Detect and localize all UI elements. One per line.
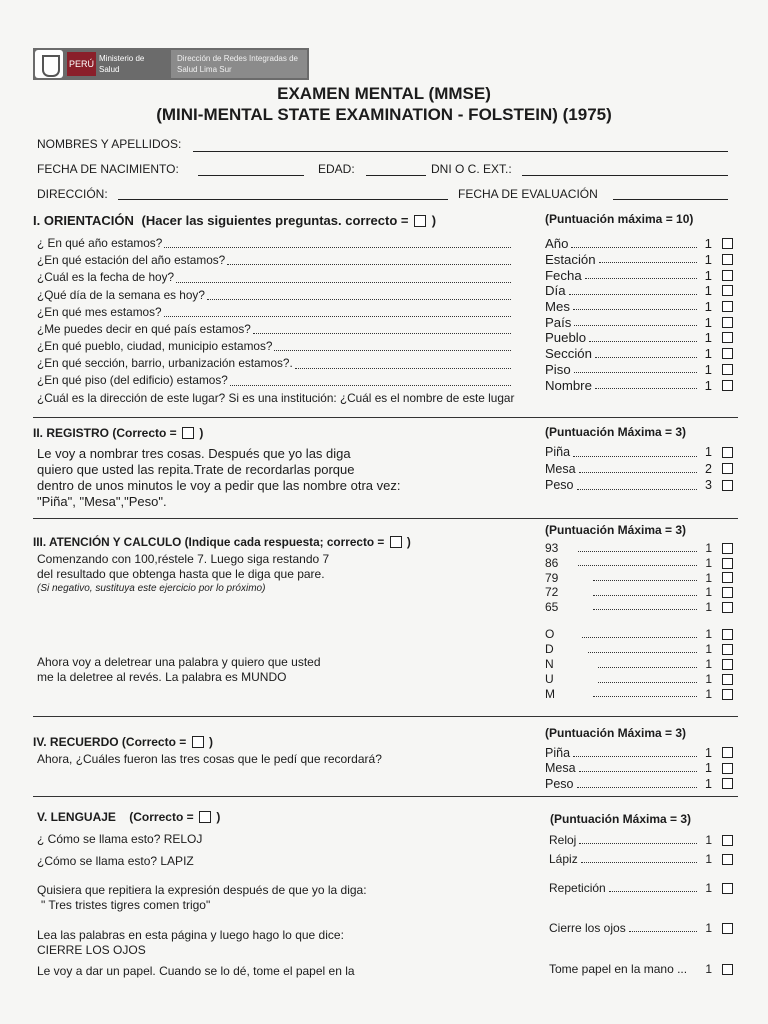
question-row bbox=[37, 287, 513, 304]
score-label: Peso bbox=[545, 776, 574, 791]
score-checkbox[interactable] bbox=[722, 543, 733, 554]
lenguaje-correct: (Correcto = bbox=[129, 810, 194, 824]
score-checkbox[interactable] bbox=[722, 285, 733, 296]
dni-label: DNI O C. EXT.: bbox=[431, 162, 512, 176]
score-checkbox[interactable] bbox=[722, 854, 733, 865]
section-registro-title bbox=[33, 426, 203, 440]
score-label: Sección bbox=[545, 346, 592, 362]
score-checkbox[interactable] bbox=[722, 644, 733, 655]
score-label: 65 bbox=[545, 600, 559, 615]
score-checkbox[interactable] bbox=[722, 558, 733, 569]
fecha-evaluacion-label: FECHA DE EVALUACIÓN bbox=[458, 187, 598, 201]
score-points: 1 bbox=[704, 267, 712, 283]
score-checkbox[interactable] bbox=[722, 747, 733, 758]
question-row bbox=[37, 355, 513, 372]
score-points: 1 bbox=[704, 377, 712, 393]
section-lenguaje-title bbox=[37, 810, 220, 824]
recuerdo-max: (Puntuación Máxima = 3) bbox=[545, 726, 687, 740]
score-points: 1 bbox=[705, 642, 712, 657]
dni-field[interactable] bbox=[522, 175, 728, 176]
recuerdo-score-list bbox=[545, 745, 733, 792]
edad-field[interactable] bbox=[366, 175, 426, 176]
orientacion-instruction: (Hacer las siguientes preguntas. correcto = bbox=[141, 213, 409, 228]
score-points: 1 bbox=[704, 361, 712, 377]
score-points: 3 bbox=[705, 478, 712, 493]
score-label: D bbox=[545, 642, 554, 657]
score-points: 1 bbox=[705, 556, 712, 571]
score-label: M bbox=[545, 687, 555, 701]
question-text: ¿Qué día de la semana es hoy? bbox=[37, 287, 205, 302]
score-label: 86 bbox=[545, 556, 559, 571]
score-points: 1 bbox=[704, 299, 712, 315]
score-label: Peso bbox=[545, 478, 574, 493]
section-recuerdo-title bbox=[33, 735, 213, 749]
score-row bbox=[545, 600, 733, 615]
score-label: Fecha bbox=[545, 267, 582, 283]
score-checkbox[interactable] bbox=[722, 270, 733, 281]
orientacion-max: (Puntuación máxima = 10) bbox=[545, 212, 694, 226]
score-checkbox[interactable] bbox=[722, 763, 733, 774]
score-row bbox=[545, 444, 733, 461]
lenguaje-q-repeticion-phrase: " Tres tristes tigres comen trigo" bbox=[41, 898, 211, 912]
lenguaje-score-repeticion bbox=[549, 880, 733, 896]
score-row bbox=[545, 362, 733, 378]
score-label: Mes bbox=[545, 299, 570, 315]
question-row bbox=[37, 321, 513, 338]
score-points: 1 bbox=[705, 745, 712, 760]
section-atencion-title bbox=[33, 535, 411, 549]
atencion-spell-instructions bbox=[37, 655, 507, 685]
registro-heading: II. REGISTRO (Correcto = bbox=[33, 426, 177, 440]
fecha-evaluacion-field[interactable] bbox=[613, 199, 728, 200]
score-points: 2 bbox=[705, 461, 712, 476]
score-checkbox[interactable] bbox=[722, 463, 733, 474]
question-row bbox=[37, 338, 513, 355]
score-row bbox=[545, 477, 733, 494]
score-row bbox=[545, 461, 733, 478]
score-checkbox[interactable] bbox=[722, 964, 733, 975]
score-row bbox=[549, 920, 733, 936]
orientacion-questions bbox=[37, 235, 513, 407]
registro-max: (Puntuación Máxima = 3) bbox=[545, 425, 687, 439]
recuerdo-heading: IV. RECUERDO (Correcto = bbox=[33, 735, 187, 749]
lenguaje-q-lea-phrase: CIERRE LOS OJOS bbox=[37, 943, 146, 957]
fecha-nacimiento-field[interactable] bbox=[198, 175, 304, 176]
question-text: ¿En qué piso (del edificio) estamos? bbox=[37, 373, 228, 388]
score-points: 1 bbox=[705, 776, 712, 791]
orientacion-close: ) bbox=[431, 213, 437, 228]
correct-legend-checkbox-icon bbox=[182, 427, 194, 439]
score-checkbox[interactable] bbox=[722, 348, 733, 359]
score-checkbox[interactable] bbox=[722, 659, 733, 670]
question-row bbox=[37, 269, 513, 286]
atencion-number-list bbox=[545, 541, 733, 614]
score-points: 1 bbox=[704, 236, 712, 252]
score-checkbox[interactable] bbox=[722, 629, 733, 640]
score-points: 1 bbox=[705, 445, 712, 460]
score-row bbox=[545, 541, 733, 556]
score-label: Nombre bbox=[545, 377, 592, 393]
instruction-note: (Si negativo, sustituya este ejercicio por lo próximo) bbox=[37, 583, 266, 594]
edad-label: EDAD: bbox=[318, 162, 355, 176]
score-label: Día bbox=[545, 283, 566, 299]
direccion-field[interactable] bbox=[118, 199, 448, 200]
question-row bbox=[37, 235, 513, 252]
correct-legend-checkbox-icon bbox=[192, 736, 204, 748]
section-divider bbox=[33, 796, 738, 797]
score-label: Cierre los ojos bbox=[549, 921, 626, 935]
score-checkbox[interactable] bbox=[722, 778, 733, 789]
score-points: 1 bbox=[705, 541, 712, 556]
score-row bbox=[549, 851, 733, 867]
atencion-letter-list bbox=[545, 627, 733, 701]
score-label: U bbox=[545, 672, 554, 687]
lenguaje-q-lapiz: ¿Cómo se llama esto? LAPIZ bbox=[37, 854, 194, 868]
score-label: Repetición bbox=[549, 881, 606, 895]
question-row-last bbox=[37, 390, 513, 407]
score-label: Pueblo bbox=[545, 330, 587, 346]
lenguaje-score-reloj bbox=[549, 832, 733, 848]
instruction-line: Comenzando con 100,réstele 7. Luego siga restando 7 bbox=[37, 552, 330, 566]
score-points: 1 bbox=[704, 346, 712, 362]
score-label: Año bbox=[545, 236, 569, 252]
score-row bbox=[545, 267, 733, 283]
score-row bbox=[545, 330, 733, 346]
question-row bbox=[37, 373, 513, 390]
atencion-heading: III. ATENCIÓN Y CALCULO (Indique cada respuesta; correcto = bbox=[33, 535, 385, 549]
score-row bbox=[545, 687, 733, 702]
score-row bbox=[545, 761, 733, 777]
score-row bbox=[549, 832, 733, 848]
registro-instructions bbox=[37, 446, 497, 510]
lenguaje-score-papel bbox=[549, 961, 733, 977]
score-row bbox=[545, 657, 733, 672]
score-label: Reloj bbox=[549, 833, 577, 847]
score-label: Piña bbox=[545, 445, 571, 460]
score-checkbox[interactable] bbox=[722, 572, 733, 583]
orientacion-heading: I. ORIENTACIÓN bbox=[33, 213, 134, 228]
score-points: 1 bbox=[705, 833, 712, 847]
question-text: ¿En qué pueblo, ciudad, municipio estamos? bbox=[37, 339, 273, 354]
header-logo bbox=[33, 48, 309, 80]
instruction-line: Le voy a nombrar tres cosas. Después que yo las diga bbox=[37, 446, 351, 461]
recuerdo-question: Ahora, ¿Cuáles fueron las tres cosas que le pedí que recordará? bbox=[37, 752, 382, 766]
nombres-field[interactable] bbox=[193, 151, 728, 152]
score-row bbox=[545, 585, 733, 600]
score-points: 1 bbox=[705, 657, 712, 672]
score-row bbox=[545, 252, 733, 268]
question-text: ¿En qué estación del año estamos? bbox=[37, 253, 226, 268]
score-label: Estación bbox=[545, 252, 596, 268]
logo-directorate: Dirección de Redes Integradas de Salud Lima Sur bbox=[171, 50, 307, 78]
lenguaje-q-lea: Lea las palabras en esta página y luego hago lo que dice: bbox=[37, 928, 344, 942]
score-points: 1 bbox=[704, 330, 712, 346]
score-checkbox[interactable] bbox=[722, 689, 733, 700]
score-points: 1 bbox=[705, 881, 712, 895]
score-checkbox[interactable] bbox=[722, 447, 733, 458]
score-label: Mesa bbox=[545, 461, 576, 476]
question-row bbox=[37, 304, 513, 321]
question-text: ¿ En qué año estamos? bbox=[37, 235, 163, 250]
score-label: O bbox=[545, 627, 555, 642]
score-row bbox=[545, 346, 733, 362]
score-checkbox[interactable] bbox=[722, 883, 733, 894]
lenguaje-q-papel: Le voy a dar un papel. Cuando se lo dé, tome el papel en la bbox=[37, 964, 355, 978]
logo-ministry: Ministerio de Salud bbox=[99, 54, 145, 74]
score-label: País bbox=[545, 314, 572, 330]
section-divider bbox=[33, 417, 738, 418]
lenguaje-score-cierre bbox=[549, 920, 733, 936]
score-row bbox=[545, 745, 733, 761]
score-checkbox[interactable] bbox=[722, 238, 733, 249]
score-label: Lápiz bbox=[549, 852, 578, 866]
score-checkbox[interactable] bbox=[722, 317, 733, 328]
score-points: 1 bbox=[705, 672, 712, 687]
correct-legend-checkbox-icon bbox=[390, 536, 402, 548]
score-row bbox=[549, 961, 733, 977]
fecha-nacimiento-label: FECHA DE NACIMIENTO: bbox=[37, 162, 179, 176]
score-label: N bbox=[545, 657, 554, 672]
lenguaje-max: (Puntuación Máxima = 3) bbox=[550, 812, 692, 826]
page-title: EXAMEN MENTAL (MMSE) bbox=[277, 84, 491, 103]
score-points: 1 bbox=[705, 852, 712, 866]
score-label: Piso bbox=[545, 361, 571, 377]
score-label: 93 bbox=[545, 541, 559, 556]
score-row bbox=[549, 880, 733, 896]
section-divider bbox=[33, 716, 738, 717]
logo-country: PERÚ bbox=[67, 52, 96, 76]
registro-score-list bbox=[545, 444, 733, 494]
instruction-line: Ahora voy a deletrear una palabra y quiero que usted bbox=[37, 655, 321, 669]
score-checkbox[interactable] bbox=[722, 364, 733, 375]
registro-close: ) bbox=[199, 426, 204, 440]
score-checkbox[interactable] bbox=[722, 480, 733, 491]
lenguaje-score-lapiz bbox=[549, 851, 733, 867]
coat-of-arms-icon bbox=[35, 50, 63, 78]
instruction-line: "Piña", "Mesa","Peso". bbox=[37, 494, 167, 509]
question-text: ¿Cuál es la fecha de hoy? bbox=[37, 270, 175, 285]
instruction-line: dentro de unos minutos le voy a pedir que las nombre otra vez: bbox=[37, 478, 401, 493]
instruction-line: quiero que usted las repita.Trate de recordarlas porque bbox=[37, 462, 355, 477]
score-checkbox[interactable] bbox=[722, 674, 733, 685]
score-checkbox[interactable] bbox=[722, 587, 733, 598]
score-label: 79 bbox=[545, 570, 559, 585]
score-checkbox[interactable] bbox=[722, 380, 733, 391]
score-row bbox=[545, 377, 733, 393]
score-label: Mesa bbox=[545, 761, 576, 776]
score-points: 1 bbox=[705, 761, 712, 776]
score-row bbox=[545, 672, 733, 687]
score-checkbox[interactable] bbox=[722, 301, 733, 312]
score-points: 1 bbox=[705, 585, 712, 600]
question-row bbox=[37, 252, 513, 269]
instruction-line: del resultado que obtenga hasta que le diga que pare. bbox=[37, 567, 325, 581]
score-row bbox=[545, 299, 733, 315]
score-points: 1 bbox=[705, 627, 712, 642]
score-row bbox=[545, 283, 733, 299]
orientacion-score-list bbox=[545, 236, 733, 393]
score-row bbox=[545, 642, 733, 657]
question-text: ¿Cuál es la dirección de este lugar? Si es una institución: ¿Cuál es el nombre de este lugar bbox=[37, 390, 515, 405]
atencion-close: ) bbox=[406, 535, 411, 549]
nombres-label: NOMBRES Y APELLIDOS: bbox=[37, 137, 182, 151]
score-checkbox[interactable] bbox=[722, 332, 733, 343]
score-checkbox[interactable] bbox=[722, 254, 733, 265]
correct-legend-checkbox-icon bbox=[414, 215, 426, 227]
score-row bbox=[545, 776, 733, 792]
section-divider bbox=[33, 518, 738, 519]
recuerdo-close: ) bbox=[208, 735, 213, 749]
instruction-line: me la deletree al revés. La palabra es MUNDO bbox=[37, 670, 287, 684]
question-text: ¿En qué sección, barrio, urbanización estamos?. bbox=[37, 356, 293, 371]
score-row bbox=[545, 556, 733, 571]
score-label: Tome papel en la mano ... bbox=[549, 962, 688, 976]
page-subtitle: (MINI-MENTAL STATE EXAMINATION - FOLSTEIN) (1975) bbox=[156, 105, 612, 124]
score-points: 1 bbox=[705, 600, 712, 615]
score-points: 1 bbox=[704, 252, 712, 268]
score-checkbox[interactable] bbox=[722, 923, 733, 934]
question-text: ¿En qué mes estamos? bbox=[37, 304, 162, 319]
score-points: 1 bbox=[704, 283, 712, 299]
correct-legend-checkbox-icon bbox=[199, 811, 211, 823]
score-points: 1 bbox=[705, 921, 712, 935]
score-label: Piña bbox=[545, 745, 571, 760]
score-checkbox[interactable] bbox=[722, 835, 733, 846]
lenguaje-heading: V. LENGUAJE bbox=[37, 810, 116, 824]
score-points: 1 bbox=[705, 962, 712, 976]
score-points: 1 bbox=[705, 687, 712, 701]
score-row bbox=[545, 314, 733, 330]
question-text: ¿Me puedes decir en qué país estamos? bbox=[37, 321, 251, 336]
score-points: 1 bbox=[704, 314, 712, 330]
atencion-max: (Puntuación Máxima = 3) bbox=[545, 523, 687, 537]
section-orientacion-title bbox=[33, 213, 436, 228]
score-checkbox[interactable] bbox=[722, 602, 733, 613]
atencion-instructions bbox=[37, 552, 507, 595]
score-row bbox=[545, 236, 733, 252]
lenguaje-q-repeticion: Quisiera que repitiera la expresión después de que yo la diga: bbox=[37, 883, 367, 897]
lenguaje-q-reloj: ¿ Cómo se llama esto? RELOJ bbox=[37, 832, 203, 846]
score-label: 72 bbox=[545, 585, 559, 600]
lenguaje-close: ) bbox=[216, 810, 221, 824]
score-points: 1 bbox=[705, 570, 712, 585]
score-row bbox=[545, 570, 733, 585]
direccion-label: DIRECCIÓN: bbox=[37, 187, 108, 201]
score-row bbox=[545, 627, 733, 642]
